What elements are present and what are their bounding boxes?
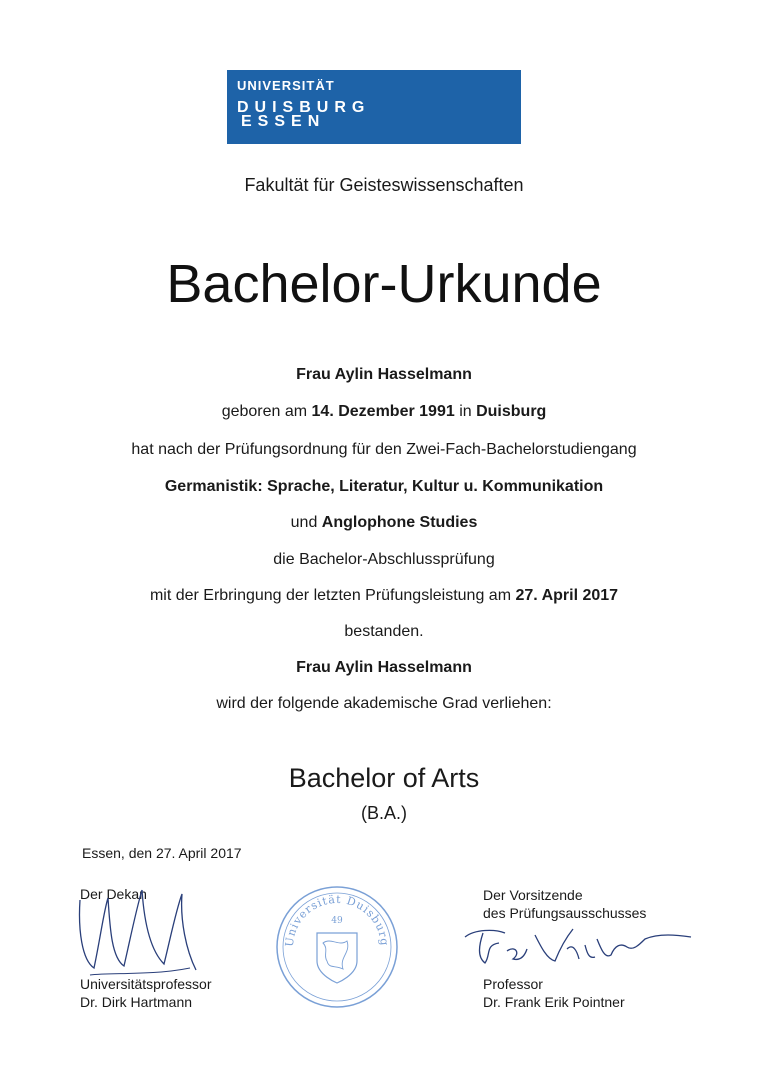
university-logo — [227, 70, 521, 144]
dean-role: Der Dekan — [80, 886, 147, 902]
birth-line — [0, 403, 768, 421]
chair-name: Dr. Frank Erik Pointner — [483, 994, 625, 1010]
logo-line-2: DUISBURG — [237, 99, 371, 116]
svg-text:Universität Duisburg-Essen — [268, 873, 391, 947]
birth-prefix: geboren am — [221, 403, 308, 420]
chair-title: Professor — [483, 976, 543, 992]
dean-name: Dr. Dirk Hartmann — [80, 994, 193, 1010]
logo-line-3: ESSEN — [241, 113, 326, 130]
exam-line: die Bachelor-Abschlussprüfung — [273, 551, 495, 568]
seal-text: Universität Duisburg-Essen — [268, 873, 392, 948]
degree-abbreviation: (B.A.) — [360, 803, 407, 823]
subject-2-prefix: und — [290, 514, 318, 531]
recipient-name-repeat: Frau Aylin Hasselmann — [296, 659, 472, 676]
chair-role-line-2: des Prüfungsausschusses — [483, 905, 647, 921]
regulation-line: hat nach der Prüfungsordnung für den Zwei-Fach-Bachelorstudiengang — [131, 441, 637, 458]
subject-2: Anglophone Studies — [321, 514, 478, 531]
chair-role-line-1: Der Vorsitzende — [483, 887, 583, 903]
completion-text: mit der Erbringung der letzten Prüfungsleistung am — [149, 587, 512, 604]
subject-2-line — [0, 514, 768, 532]
faculty-name: Fakultät für Geisteswissenschaften — [244, 175, 524, 195]
document-title: Bachelor-Urkunde — [166, 254, 602, 314]
passed-line: bestanden. — [344, 623, 424, 640]
completion-line — [0, 587, 768, 605]
subject-1: Germanistik: Sprache, Literatur, Kultur u. Kommunikation — [164, 478, 604, 495]
logo-line-1: UNIVERSITÄT — [237, 78, 335, 93]
conferred-line: wird der folgende akademische Grad verliehen: — [216, 695, 552, 712]
degree-name: Bachelor of Arts — [288, 763, 480, 793]
birth-place: Duisburg — [476, 403, 547, 420]
dean-title: Universitätsprofessor — [80, 976, 212, 992]
place-and-date: Essen, den 27. April 2017 — [82, 845, 242, 861]
birth-connector: in — [459, 403, 472, 420]
seal-number: 49 — [331, 916, 343, 926]
recipient-name: Frau Aylin Hasselmann — [296, 366, 472, 383]
completion-date: 27. April 2017 — [515, 587, 619, 604]
birth-date: 14. Dezember 1991 — [311, 403, 455, 420]
